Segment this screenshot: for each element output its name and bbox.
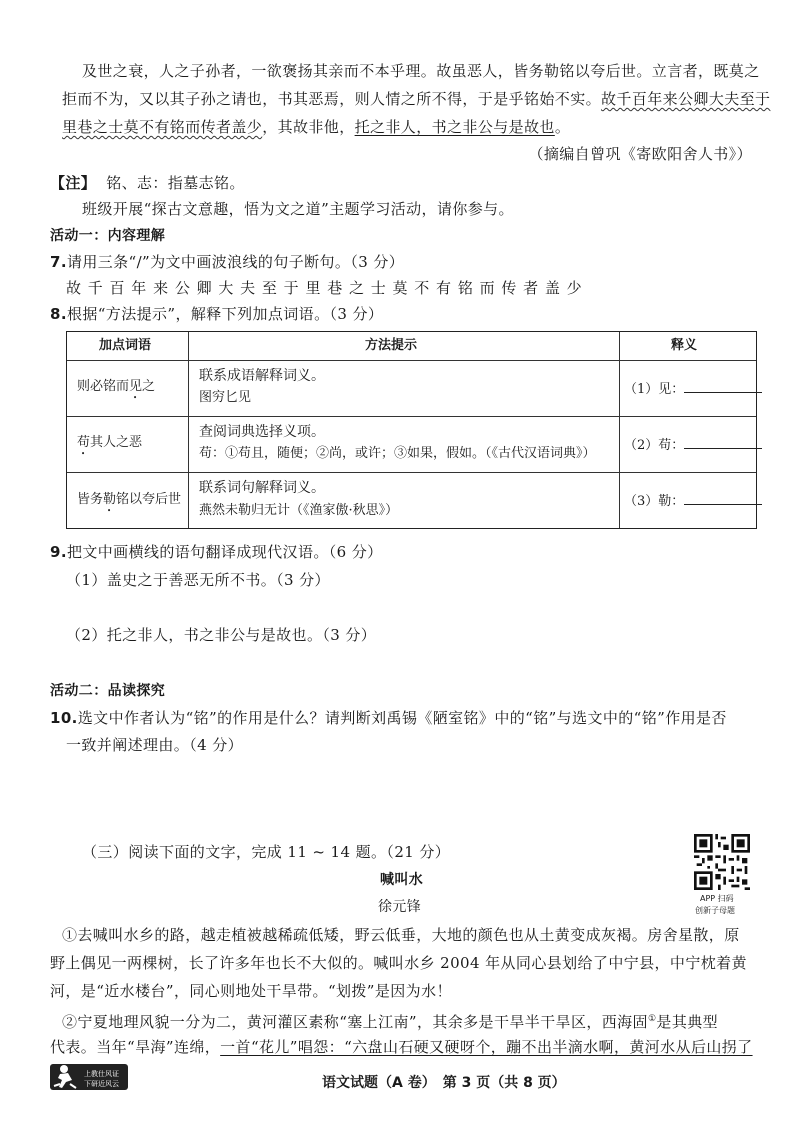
activity-intro: 班级开展“探古文意趣，悟为文之道”主题学习活动，请你参与。 bbox=[82, 200, 514, 218]
word-pre: 则必铭而 bbox=[77, 379, 130, 394]
qr-code[interactable] bbox=[694, 834, 750, 890]
question-8-number: 8. bbox=[50, 305, 67, 323]
answer-label: （2）苟： bbox=[624, 438, 685, 453]
paragraph-2-line-2 bbox=[50, 1037, 753, 1057]
dotted-word: 勒 bbox=[103, 492, 117, 507]
question-7-number: 7. bbox=[50, 253, 67, 271]
table-row-2-answer bbox=[624, 434, 762, 456]
table-row-1-hint-1: 联系成语解释词义。 bbox=[199, 368, 325, 384]
table-divider bbox=[67, 472, 756, 473]
footnote-marker: ① bbox=[647, 1014, 657, 1024]
table-row-2-hint-2: 苟：①苟且，随便；②尚，或许；③如果，假如。（《古代汉语词典》） bbox=[199, 446, 596, 461]
word-post: 其人之恶 bbox=[90, 435, 143, 450]
paragraph-1-line-3: 河，是“近水楼台”，同心则地处干旱带。“划拨”是因为水！ bbox=[50, 982, 452, 1000]
question-9-text: 把文中画横线的语句翻译成现代汉语。（6 分） bbox=[66, 543, 383, 561]
table-row-3-hint-2: 燕然未勒归无计（《渔家傲·秋思》） bbox=[199, 503, 399, 518]
question-9-sub-2: （2）托之非人，书之非公与是故也。（3 分） bbox=[66, 626, 377, 644]
table-row-3-hint-1: 联系词句解释词义。 bbox=[199, 480, 325, 496]
publisher-logo bbox=[50, 1060, 128, 1094]
table-row-3-word bbox=[77, 490, 181, 515]
qr-label-1: APP 扫码 bbox=[700, 894, 734, 903]
section-3-heading: （三）阅读下面的文字，完成 11 ~ 14 题。（21 分） bbox=[82, 843, 451, 861]
method-table bbox=[66, 331, 757, 529]
question-8-text: 根据“方法提示”，解释下列加点词语。（3 分） bbox=[66, 305, 384, 323]
table-row-1-word bbox=[77, 377, 155, 402]
question-10-number: 10. bbox=[50, 709, 78, 727]
question-9-sub-1: （1）盖史之于善恶无所不书。（3 分） bbox=[66, 571, 330, 589]
passage-line-1: 及世之衰，人之子孙者，一欲褒扬其亲而不本乎理。故虽恶人，皆务勒铭以夸后世。立言者，既莫之 bbox=[82, 62, 760, 80]
qr-code-icon bbox=[694, 834, 750, 890]
table-header-hint: 方法提示 bbox=[365, 338, 418, 353]
answer-label: （1）见： bbox=[624, 382, 685, 397]
word-post: 铭以夸后世 bbox=[116, 492, 182, 507]
table-row-1-hint-2: 图穷匕见 bbox=[199, 390, 252, 405]
logo-line-2: 下研近风云 bbox=[84, 1080, 119, 1088]
passage-source: （摘编自曾巩《寄欧阳舍人书》） bbox=[528, 145, 752, 163]
article-author: 徐元锋 bbox=[378, 899, 422, 915]
passage-line-3 bbox=[62, 117, 570, 137]
question-7 bbox=[50, 252, 404, 272]
note-label: 【注】 bbox=[50, 174, 97, 192]
passage-line-3-d: 。 bbox=[554, 118, 571, 136]
passage-line-2-a: 拒而不为，又以其子孙之请也，书其恶焉，则人情之所不得，于是乎铭始不实。 bbox=[62, 90, 602, 108]
paragraph-2-line-1-text: ②宁夏地理风貌一分为二，黄河灌区素称“塞上江南”，其余多是干旱半干旱区，西海固 bbox=[62, 1013, 648, 1031]
question-10 bbox=[50, 708, 727, 728]
answer-blank[interactable] bbox=[684, 378, 762, 393]
note-text: 铭、志：指墓志铭。 bbox=[106, 174, 245, 192]
answer-label: （3）勒： bbox=[624, 494, 685, 509]
question-9-number: 9. bbox=[50, 543, 67, 561]
article-title: 喊叫水 bbox=[380, 872, 424, 888]
activity-2-heading: 活动二：品读探究 bbox=[50, 683, 166, 699]
answer-blank[interactable] bbox=[684, 434, 762, 449]
activity-1-heading: 活动一：内容理解 bbox=[50, 228, 166, 244]
paragraph-1-line-1: ①去喊叫水乡的路，越走植被越稀疏低矮，野云低垂，大地的颜色也从土黄变成灰褐。房舍星散，原 bbox=[62, 926, 740, 944]
question-10-line-2: 一致并阐述理由。（4 分） bbox=[66, 736, 244, 754]
word-pre: 皆务 bbox=[77, 492, 104, 507]
word-post: 之 bbox=[142, 379, 156, 394]
page-footer: 语文试题（A 卷） 第 3 页（共 8 页） bbox=[322, 1075, 566, 1091]
table-divider bbox=[67, 360, 756, 361]
table-row-3-answer bbox=[624, 490, 762, 512]
underlined-folk-song: 一首“花儿”唱怨：“六盘山石硬又硬呀个，蹦不出半滴水啊，黄河水从后山拐了 bbox=[220, 1038, 753, 1056]
paragraph-2-line-1-end: 是其典型 bbox=[656, 1013, 719, 1031]
table-divider bbox=[619, 332, 620, 528]
answer-blank[interactable] bbox=[684, 490, 762, 505]
question-10-line-1: 选文中作者认为“铭”的作用是什么？请判断刘禹锡《陋室铭》中的“铭”与选文中的“铭”作用是否 bbox=[77, 709, 727, 727]
paragraph-2-line-2-text: 代表。当年“旱海”连绵， bbox=[50, 1038, 221, 1056]
logo-line-1: 上教仕风证 bbox=[84, 1070, 119, 1078]
table-row-2-word bbox=[77, 433, 142, 458]
table-header-word: 加点词语 bbox=[99, 338, 152, 353]
passage-line-3-b: ，其故非他， bbox=[262, 118, 355, 136]
dotted-word: 见 bbox=[129, 379, 143, 394]
passage-line-2 bbox=[62, 89, 770, 109]
paragraph-1-line-2: 野上偶见一两棵树，长了许多年也长不大似的。喊叫水乡 2004 年从同心县划给了中宁县，中宁枕着黄 bbox=[50, 954, 747, 972]
note bbox=[50, 173, 245, 193]
question-7-sentence: 故 千 百 年 来 公 卿 大 夫 至 于 里 巷 之 士 莫 不 有 铭 而 传 者 盖 少 bbox=[66, 279, 583, 297]
dotted-word: 苟 bbox=[77, 435, 91, 450]
question-8 bbox=[50, 304, 383, 324]
table-row-1-answer bbox=[624, 378, 762, 400]
table-header-meaning: 释义 bbox=[671, 338, 698, 353]
qr-label-2: 创新子母题 bbox=[695, 906, 735, 915]
table-divider bbox=[67, 416, 756, 417]
underlined-sentence: 托之非人，书之非公与是故也 bbox=[354, 118, 555, 136]
wavy-sentence-part-1: 故千百年来公卿大夫至于 bbox=[601, 90, 771, 108]
table-divider bbox=[188, 332, 189, 528]
table-row-2-hint-1: 查阅词典选择义项。 bbox=[199, 424, 325, 440]
question-7-text: 请用三条“/”为文中画波浪线的句子断句。（3 分） bbox=[66, 253, 405, 271]
wavy-sentence-part-2: 里巷之士莫不有铭而传者盖少 bbox=[62, 118, 263, 136]
paragraph-2-line-1 bbox=[62, 1009, 718, 1032]
question-9 bbox=[50, 542, 383, 562]
